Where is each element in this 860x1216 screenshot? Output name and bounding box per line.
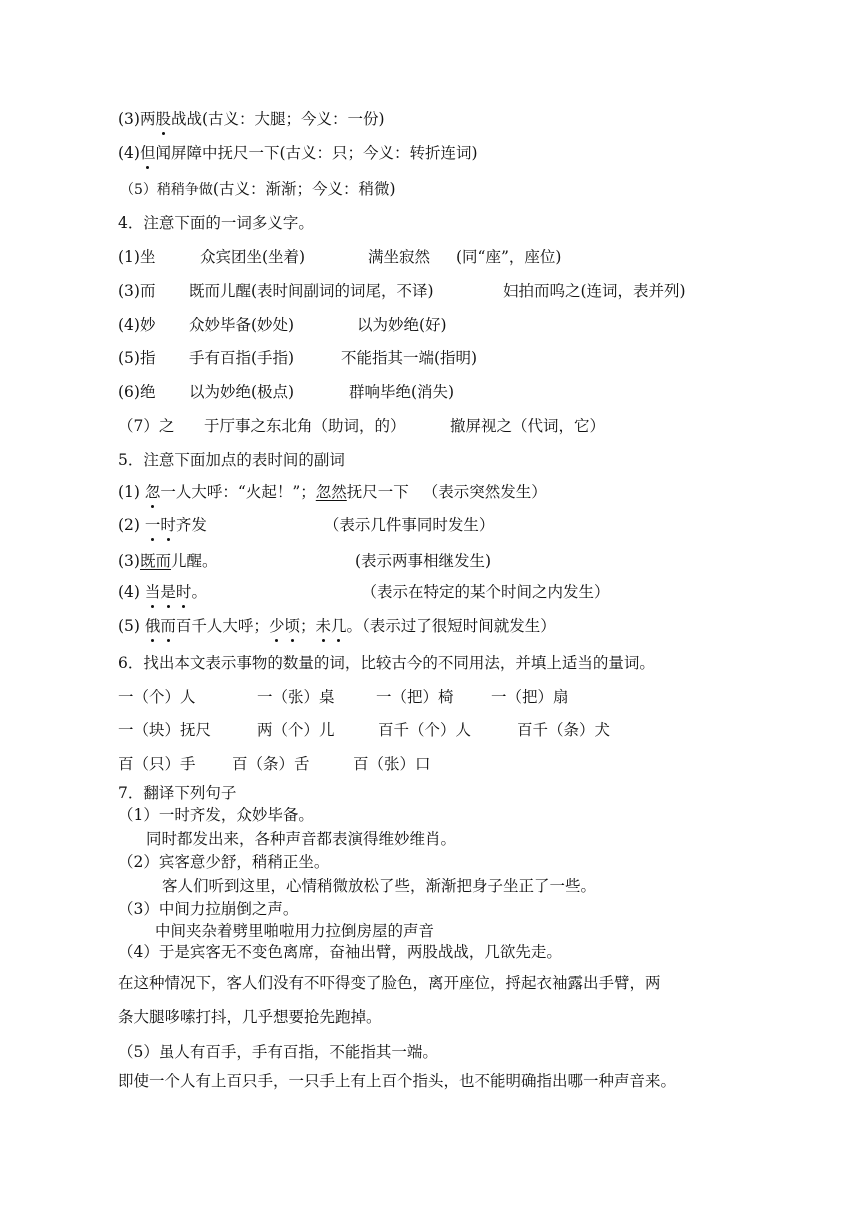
translation-answer-4-line-1: 在这种情况下，客人们没有不吓得变了脸色，离开座位，捋起衣袖露出手臂，两	[118, 974, 661, 992]
archaic-meaning-3: (3)两股战战(古义：大腿；今义：一份)	[118, 110, 385, 128]
dotted-char: 几	[331, 617, 347, 635]
dotted-char: 而	[160, 617, 176, 635]
measure-word-row-1: 一（个）人 一（张）桌 一（把）椅 一（把）扇	[118, 688, 569, 706]
polysemy-row-5: (5)指 手有百指(手指) 不能指其一端(指明)	[118, 349, 478, 367]
polysemy-row-3: (3)而 既而儿醒(表时间副词的词尾，不译) 妇拍而呜之(连词，表并列)	[118, 282, 686, 300]
section-heading-7: 7．翻译下列句子	[118, 784, 237, 802]
dotted-char: 少	[268, 617, 285, 635]
dotted-char: 是	[160, 583, 176, 601]
dotted-char: 俄	[144, 617, 161, 635]
polysemy-row-6: (6)绝 以为妙绝(极点) 群响毕绝(消失)	[118, 383, 455, 401]
translation-question-2: （2）宾客意少舒，稍稍正坐。	[118, 853, 330, 871]
dotted-char: 忽	[144, 483, 161, 501]
adverb-row-4: (4) 当是时。 （表示在特定的某个时间之内发生）	[118, 583, 610, 601]
translation-answer-2: 客人们听到这里，心情稍微放松了些，渐渐把身子坐正了一些。	[162, 877, 597, 895]
archaic-meaning-5: （5）稍稍争做(古义：渐渐；今义：稍微)	[120, 180, 396, 198]
adverb-row-1: (1) 忽一人大呼：“火起！”；忽然抚尺一下 （表示突然发生）	[118, 483, 547, 501]
translation-question-3: （3）中间力拉崩倒之声。	[118, 900, 299, 918]
dotted-char: 当	[144, 583, 161, 601]
translation-answer-5: 即使一个人有上百只手，一只手上有上百个指头，也不能明确指出哪一种声音来。	[118, 1072, 677, 1090]
adverb-row-2: (2) 一时齐发 （表示几件事同时发生）	[118, 516, 495, 534]
underlined-word: 既而	[139, 552, 171, 570]
dotted-char: 股	[155, 110, 171, 128]
translation-question-1: （1）一时齐发，众妙毕备。	[118, 806, 314, 824]
section-heading-5: 5．注意下面加点的表时间的副词	[118, 451, 345, 469]
adverb-row-5: (5) 俄而百千人大呼；少顷；未几。（表示过了很短时间就发生）	[118, 617, 556, 635]
adverb-row-3: (3)既而儿醒。 (表示两事相继发生)	[118, 552, 492, 570]
polysemy-row-4: (4)妙 众妙毕备(妙处) 以为妙绝(好)	[118, 316, 447, 334]
dotted-char: 一	[144, 516, 161, 534]
section-heading-6: 6．找出本文表示事物的数量的词，比较古今的不同用法，并填上适当的量词。	[118, 654, 655, 672]
translation-answer-1: 同时都发出来，各种声音都表演得维妙维肖。	[146, 830, 457, 848]
translation-answer-4-line-2: 条大腿哆嗦打抖，几乎想要抢先跑掉。	[118, 1008, 382, 1026]
measure-word-row-2: 一（块）抚尺 两（个）儿 百千（个）人 百千（条）犬	[118, 721, 611, 739]
translation-question-4: （4）于是宾客无不变色离席，奋袖出臂，两股战战，几欲先走。	[118, 943, 562, 961]
translation-answer-3: 中间夹杂着劈里啪啦用力拉倒房屋的声音	[155, 922, 435, 940]
dotted-char: 顷	[284, 617, 300, 635]
dotted-char: 时	[160, 516, 176, 534]
dotted-char: 但	[139, 144, 156, 162]
dotted-char: 时	[175, 583, 192, 601]
section-heading-4: 4．注意下面的一词多义字。	[118, 214, 314, 232]
translation-question-5: （5）虽人有百手，手有百指，不能指其一端。	[118, 1043, 438, 1061]
archaic-meaning-4: (4)但闻屏障中抚尺一下(古义：只；今义：转折连词)	[118, 144, 478, 162]
measure-word-row-3: 百（只）手 百（条）舌 百（张）口	[118, 755, 431, 773]
dotted-char: 未	[315, 617, 331, 635]
underlined-word: 忽然	[315, 483, 347, 501]
polysemy-row-1: (1)坐 众宾团坐(坐着) 满坐寂然 (同“座”，座位)	[118, 248, 562, 266]
polysemy-row-7: （7）之 于厅事之东北角（助词，的） 撤屏视之（代词，它）	[118, 417, 606, 435]
